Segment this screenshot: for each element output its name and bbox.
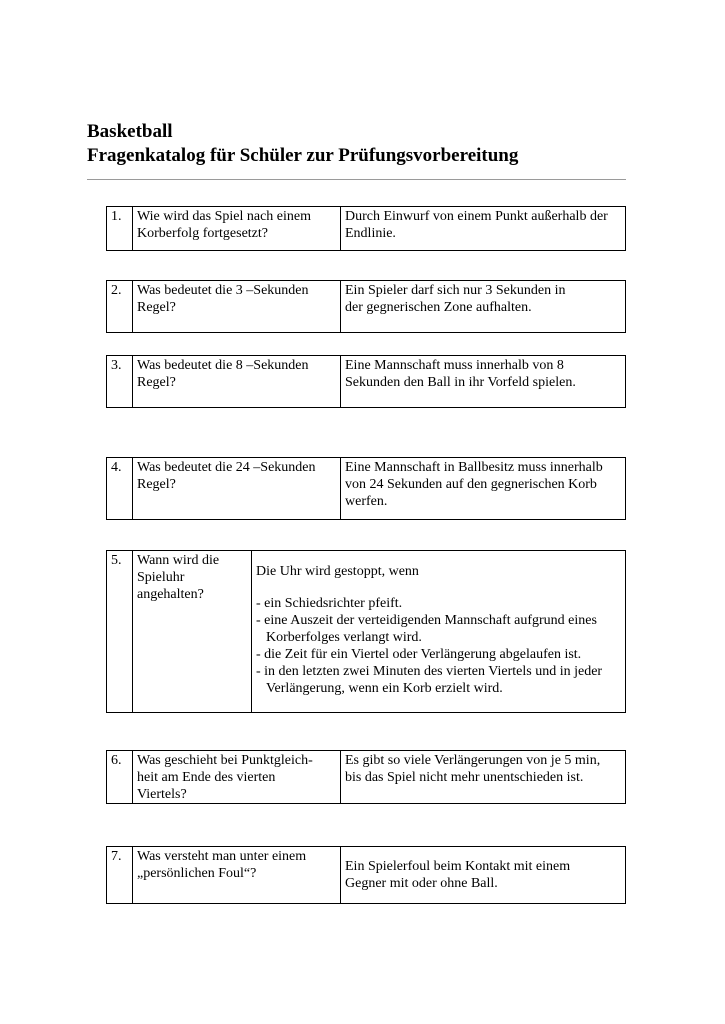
document-title: Basketball — [87, 121, 173, 142]
answer-text: Durch Einwurf von einem Punkt außerhalb der Endlinie. — [341, 207, 626, 251]
answer-text: Eine Mannschaft in Ballbesitz muss innerhalb von 24 Sekunden auf den gegnerischen Korb werfen. — [341, 458, 626, 520]
document-subtitle: Fragenkatalog für Schüler zur Prüfungsvorbereitung — [87, 145, 519, 166]
answer-item: - die Zeit für ein Viertel oder Verlängerung abgelaufen ist. — [256, 647, 582, 662]
question-text: Wie wird das Spiel nach einem Korberfolg fortgesetzt? — [133, 207, 341, 251]
question-number: 7. — [107, 847, 133, 904]
question-table-4 — [106, 457, 626, 520]
question-table-2 — [106, 280, 626, 333]
answer-item: - in den letzten zwei Minuten des vierten Viertels und in jeder — [256, 664, 603, 679]
question-number: 2. — [107, 281, 133, 333]
question-text: Was versteht man unter einem „persönlichen Foul“? — [133, 847, 341, 904]
answer-item-continued: Korberfolges verlangt wird. — [266, 630, 422, 645]
question-text: Wann wird die Spieluhr angehalten? — [133, 551, 252, 713]
answer-item: - eine Auszeit der verteidigenden Mannschaft aufgrund eines — [256, 613, 597, 628]
question-text: Was geschieht bei Punktgleich- heit am Ende des vierten Viertels? — [133, 751, 341, 804]
answer-text: Ein Spielerfoul beim Kontakt mit einem Gegner mit oder ohne Ball. — [341, 847, 626, 904]
question-number: 1. — [107, 207, 133, 251]
question-text: Was bedeutet die 3 –Sekunden Regel? — [133, 281, 341, 333]
answer-text: Eine Mannschaft muss innerhalb von 8 Sekunden den Ball in ihr Vorfeld spielen. — [341, 356, 626, 408]
answer-text — [252, 551, 626, 713]
question-number: 3. — [107, 356, 133, 408]
question-table-3 — [106, 355, 626, 408]
answer-intro: Die Uhr wird gestoppt, wenn — [256, 564, 419, 579]
question-table-7 — [106, 846, 626, 904]
question-number: 4. — [107, 458, 133, 520]
answer-text: Es gibt so viele Verlängerungen von je 5 min, bis das Spiel nicht mehr unentschieden ist. — [341, 751, 626, 804]
question-number: 6. — [107, 751, 133, 804]
question-number: 5. — [107, 551, 133, 713]
question-table-1 — [106, 206, 626, 251]
question-text: Was bedeutet die 8 –Sekunden Regel? — [133, 356, 341, 408]
question-table-6 — [106, 750, 626, 804]
question-text: Was bedeutet die 24 –Sekunden Regel? — [133, 458, 341, 520]
answer-item-continued: Verlängerung, wenn ein Korb erzielt wird. — [266, 681, 503, 696]
question-table-5 — [106, 550, 626, 713]
title-divider — [87, 179, 626, 180]
answer-text: Ein Spieler darf sich nur 3 Sekunden in der gegnerischen Zone aufhalten. — [341, 281, 626, 333]
answer-item: - ein Schiedsrichter pfeift. — [256, 596, 403, 611]
